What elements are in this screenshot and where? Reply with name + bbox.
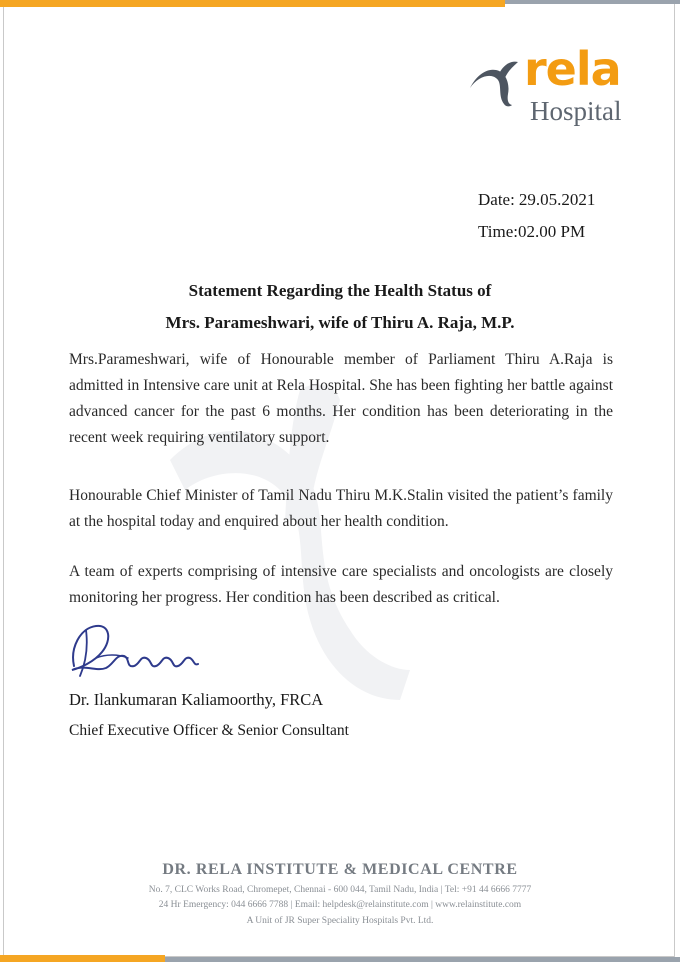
- top-accent-bar-orange: [0, 0, 505, 7]
- date-line: [478, 190, 595, 210]
- signatory-name: Dr. Ilankumaran Kaliamoorthy, FRCA: [69, 690, 324, 709]
- statement-title-line-1: Statement Regarding the Health Status of: [188, 281, 492, 300]
- top-accent-bar-grey: [505, 0, 680, 4]
- date-value: 29.05.2021: [518, 190, 596, 209]
- body-paragraph-3: A team of experts comprising of intensive care specialists and oncologists are closely monitoring her progress. Her condition has been described as critical.: [69, 563, 613, 606]
- footer-unit: A Unit of JR Super Speciality Hospitals Pvt. Ltd.: [246, 916, 434, 926]
- logo-wordmark: rela: [524, 42, 621, 96]
- footer-institute-name: DR. RELA INSTITUTE & MEDICAL CENTRE: [162, 861, 518, 878]
- time-label: Time:: [478, 222, 519, 241]
- time-value: 02.00 PM: [518, 222, 586, 241]
- signatory-designation: Chief Executive Officer & Senior Consultant: [69, 722, 349, 739]
- footer-address: No. 7, CLC Works Road, Chromepet, Chennai - 600 044, Tamil Nadu, India | Tel: +91 44 6666 7777: [148, 885, 532, 895]
- time-line: [478, 222, 585, 242]
- rela-swoosh-icon: [468, 58, 528, 108]
- body-paragraph-1: Mrs.Parameshwari, wife of Honourable member of Parliament Thiru A.Raja is admitted in Intensive care unit at Rela Hospital. She has been fighting her battle against advanced cancer for the past 6 months. Her condition has been deteriorating in the recent week requiring ventilatory support.: [69, 351, 613, 446]
- statement-title-line-2: Mrs. Parameshwari, wife of Thiru A. Raja, M.P.: [165, 313, 515, 332]
- bottom-accent-bar-orange: [0, 955, 165, 962]
- footer-contact: 24 Hr Emergency: 044 6666 7788 | Email: helpdesk@relainstitute.com | www.relainstitute.com: [158, 900, 522, 910]
- rela-hospital-logo: [468, 42, 643, 134]
- bottom-accent-bar-grey: [165, 957, 680, 962]
- handwritten-signature: [66, 618, 206, 682]
- logo-subtitle: Hospital: [530, 96, 622, 126]
- date-label: Date:: [478, 190, 515, 209]
- body-paragraph-2: Honourable Chief Minister of Tamil Nadu Thiru M.K.Stalin visited the patient’s family at the hospital today and enquired about her health condition.: [69, 487, 613, 530]
